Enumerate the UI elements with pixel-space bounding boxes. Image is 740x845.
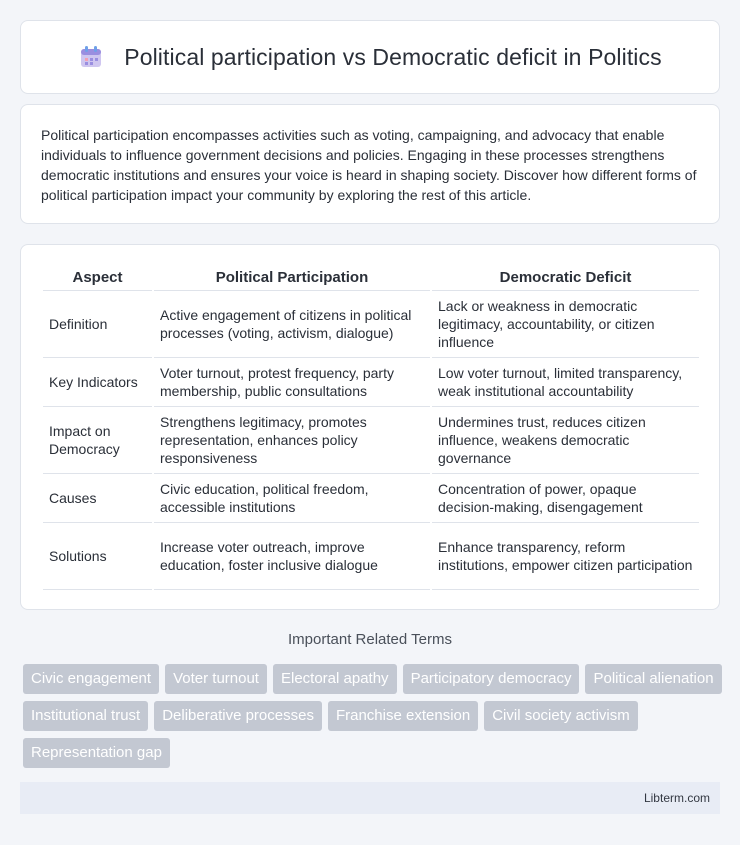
table-row xyxy=(43,291,699,358)
cell-deficit: Low voter turnout, limited transparency, weak institutional accountability xyxy=(431,358,699,407)
cell-aspect: Impact on Democracy xyxy=(43,407,153,474)
header-aspect: Aspect xyxy=(43,265,153,291)
term-tag[interactable]: Representation gap xyxy=(23,738,170,768)
footer-site-link[interactable]: Libterm.com xyxy=(643,791,710,805)
cell-participation: Strengthens legitimacy, promotes representation, enhances policy responsiveness xyxy=(153,407,431,474)
table-header-row xyxy=(43,265,699,291)
calendar-icon xyxy=(78,44,104,70)
related-terms-title: Important Related Terms xyxy=(288,631,452,648)
term-tag[interactable]: Civic engagement xyxy=(23,664,159,694)
cell-aspect: Solutions xyxy=(43,523,153,590)
cell-participation: Civic education, political freedom, accessible institutions xyxy=(153,474,431,523)
table-row xyxy=(43,407,699,474)
intro-card xyxy=(20,104,720,224)
cell-deficit: Enhance transparency, reform institutions, empower citizen participation xyxy=(431,523,699,590)
term-tag[interactable]: Deliberative processes xyxy=(154,701,322,731)
term-tag[interactable]: Participatory democracy xyxy=(403,664,580,694)
table-row xyxy=(43,523,699,590)
cell-participation: Active engagement of citizens in political processes (voting, activism, dialogue) xyxy=(153,291,431,358)
intro-text: Political participation encompasses activities such as voting, campaigning, and advocacy that enable individuals to influence government decisions and policies. Engaging in these processes strengthens democratic institutions and ensures your voice is heard in shaping society. Discover how different forms of political participation impact your community by exploring the rest of this article. xyxy=(41,127,697,203)
cell-aspect: Key Indicators xyxy=(43,358,153,407)
cell-participation: Voter turnout, protest frequency, party membership, public consultations xyxy=(153,358,431,407)
term-tag[interactable]: Franchise extension xyxy=(328,701,478,731)
footer xyxy=(20,782,720,814)
cell-deficit: Concentration of power, opaque decision-making, disengagement xyxy=(431,474,699,523)
comparison-table xyxy=(43,265,699,590)
title-card xyxy=(20,20,720,94)
cell-participation: Increase voter outreach, improve education, foster inclusive dialogue xyxy=(153,523,431,590)
term-tag[interactable]: Political alienation xyxy=(585,664,721,694)
comparison-card xyxy=(20,244,720,610)
term-tag[interactable]: Civil society activism xyxy=(484,701,638,731)
cell-aspect: Definition xyxy=(43,291,153,358)
table-row xyxy=(43,474,699,523)
cell-deficit: Undermines trust, reduces citizen influence, weakens democratic governance xyxy=(431,407,699,474)
header-democratic-deficit: Democratic Deficit xyxy=(431,265,699,291)
table-row xyxy=(43,358,699,407)
term-tag[interactable]: Voter turnout xyxy=(165,664,267,694)
page-title: Political participation vs Democratic deficit in Politics xyxy=(124,43,662,70)
cell-aspect: Causes xyxy=(43,474,153,523)
cell-deficit: Lack or weakness in democratic legitimacy, accountability, or citizen influence xyxy=(431,291,699,358)
term-tag[interactable]: Institutional trust xyxy=(23,701,148,731)
header-political-participation: Political Participation xyxy=(153,265,431,291)
related-terms-list xyxy=(23,664,723,768)
term-tag[interactable]: Electoral apathy xyxy=(273,664,397,694)
